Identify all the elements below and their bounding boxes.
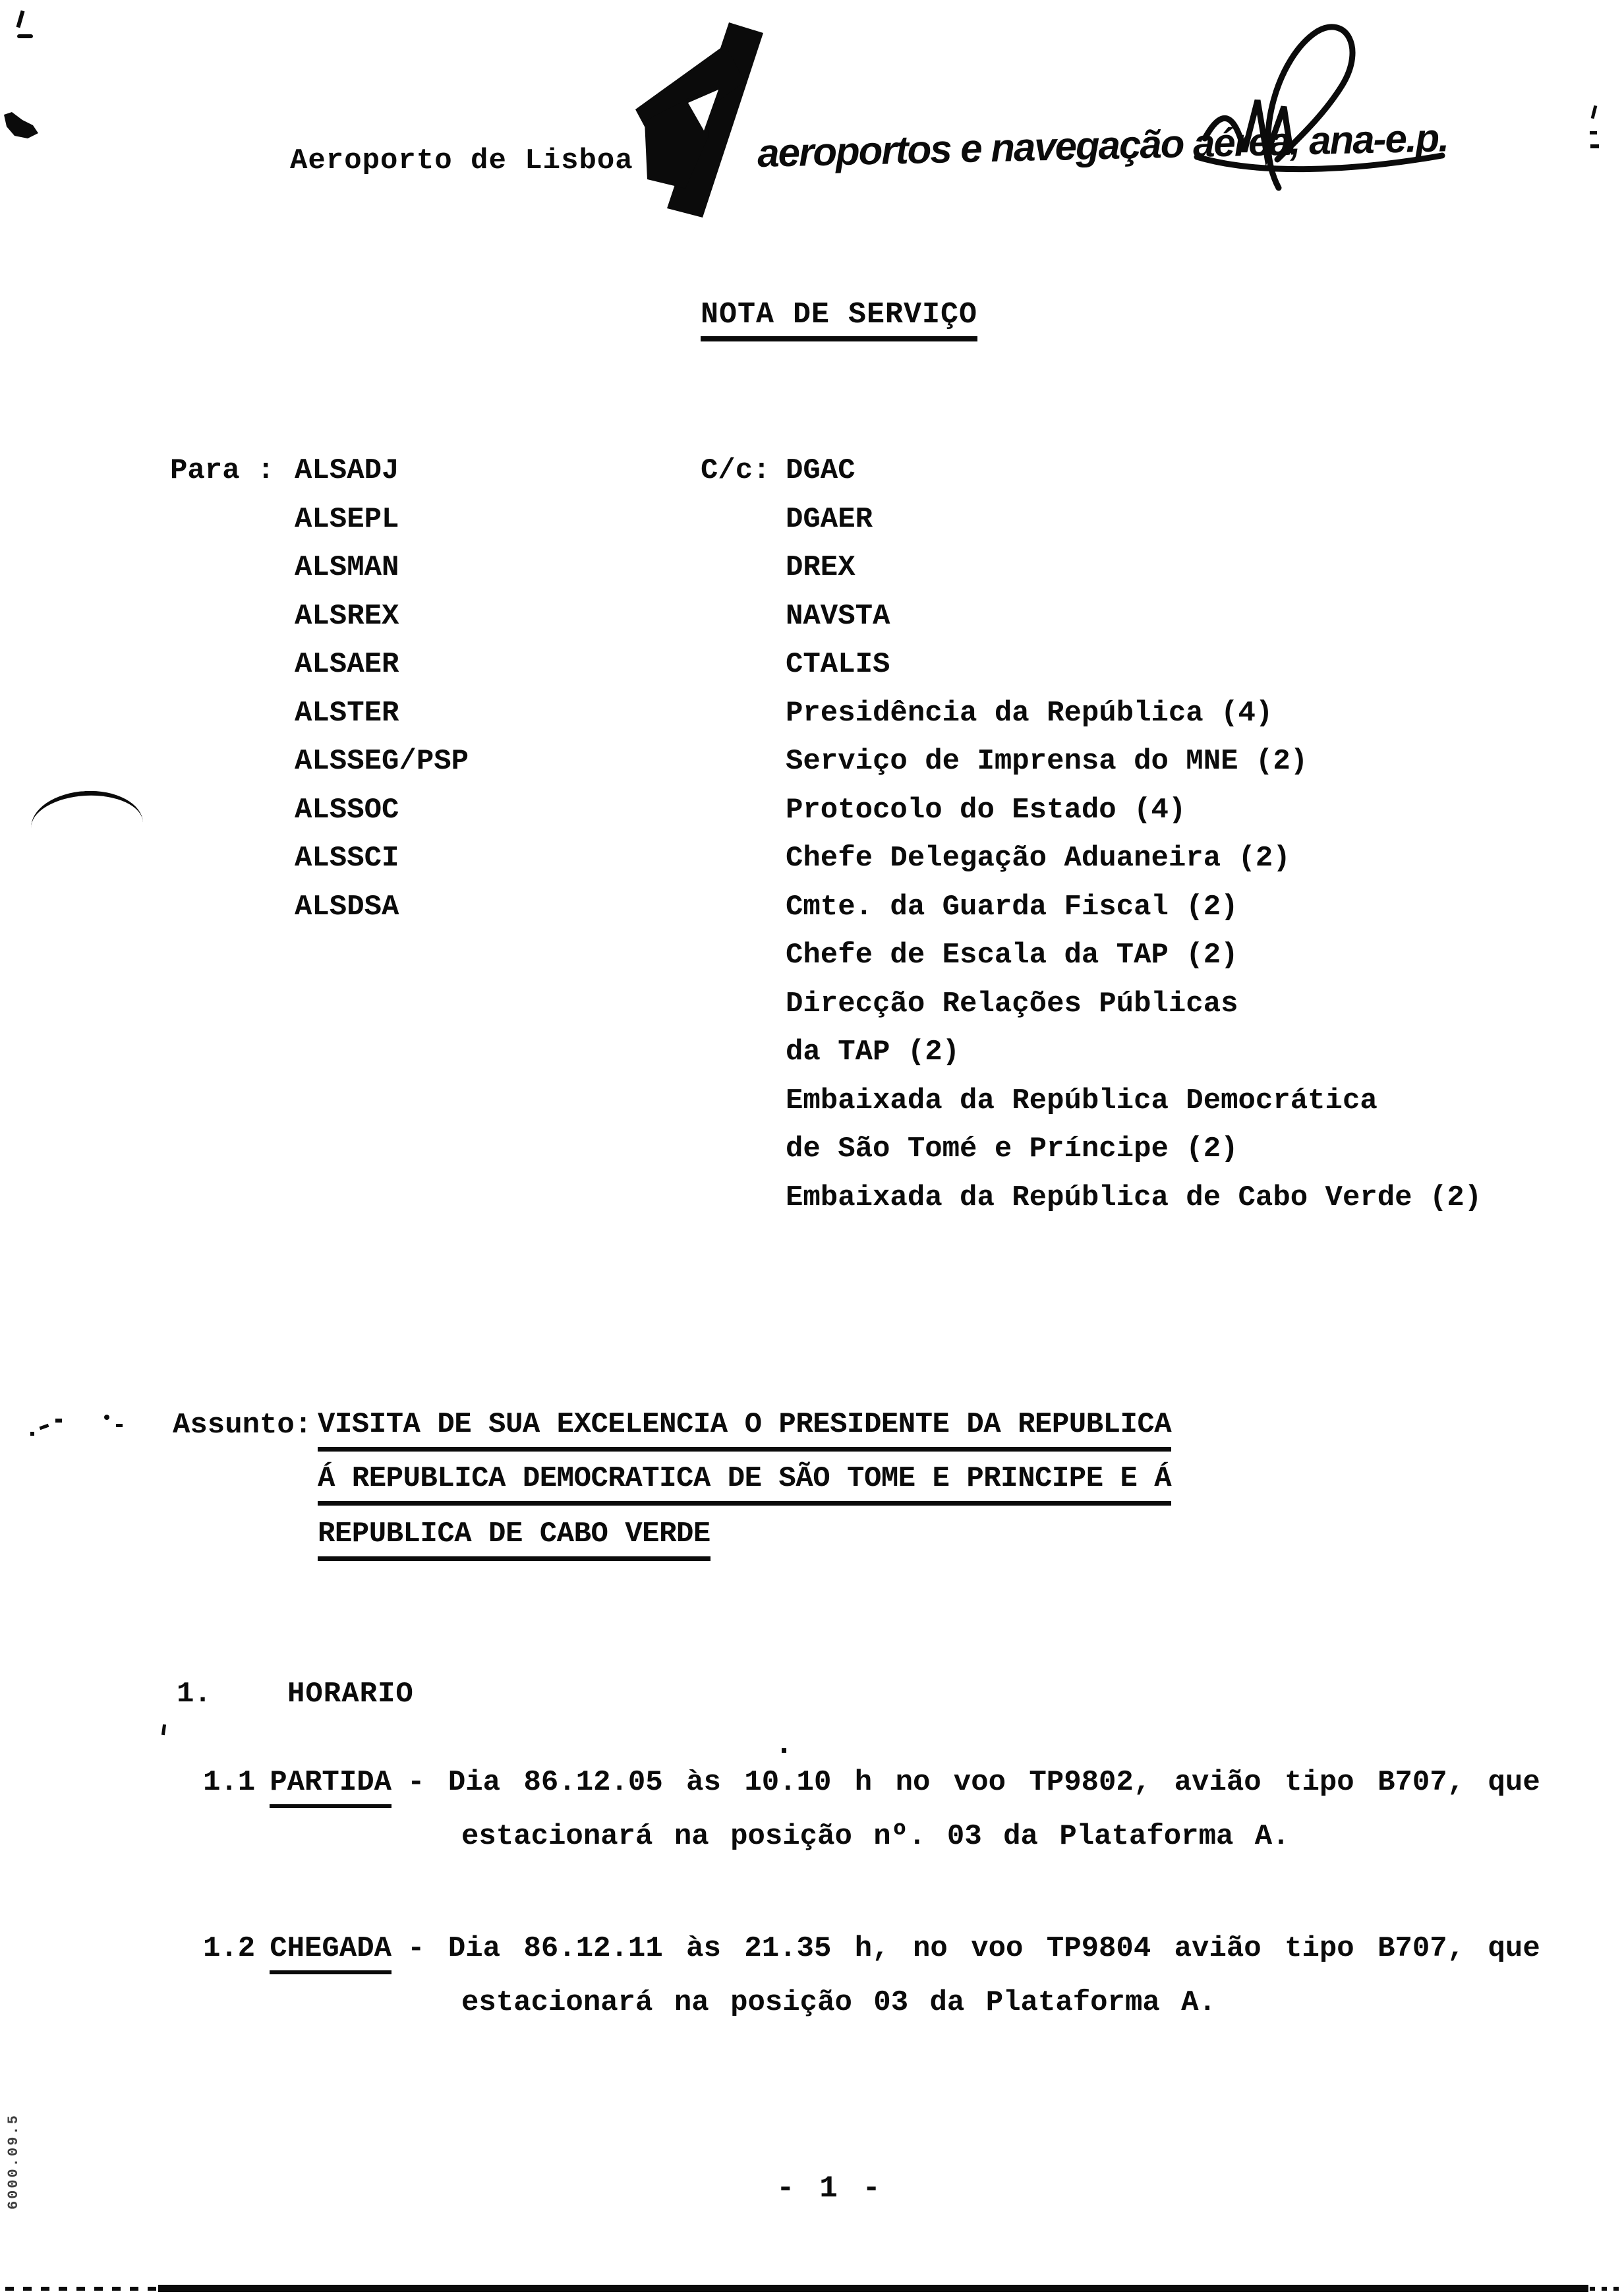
assunto-label: Assunto: — [173, 1409, 312, 1442]
scan-speck — [782, 1748, 786, 1753]
cc-item: Protocolo do Estado (4) — [786, 793, 1186, 827]
horario-item-2-line1 — [203, 1934, 1540, 1963]
scan-speck — [40, 1424, 49, 1430]
horario-item-1-line1 — [203, 1768, 1540, 1797]
item-term: CHEGADA — [270, 1932, 392, 1974]
cc-item: Direcção Relações Públicas — [786, 987, 1238, 1020]
cc-item: Cmte. da Guarda Fiscal (2) — [786, 890, 1238, 924]
para-item: ALSMAN — [295, 551, 399, 584]
cc-item: Chefe de Escala da TAP (2) — [786, 939, 1238, 972]
page-number: - 1 - — [776, 2171, 881, 2206]
scan-speck — [116, 1424, 123, 1427]
scan-speck — [16, 11, 25, 28]
para-item: ALSSCI — [295, 842, 399, 875]
cc-list — [786, 456, 1482, 1231]
para-item: ALSSOC — [295, 793, 399, 827]
section-heading: HORARIO — [287, 1678, 414, 1711]
para-item: ALSAER — [295, 648, 399, 681]
scan-speck — [17, 34, 33, 38]
scan-speck — [104, 1415, 109, 1420]
para-label: Para : — [170, 454, 275, 487]
scan-speck — [1590, 144, 1599, 148]
cc-item: DGAER — [786, 502, 873, 536]
cc-item: de São Tomé e Príncipe (2) — [786, 1132, 1238, 1165]
signature-scribble — [1173, 20, 1457, 198]
section-number: 1. — [177, 1678, 212, 1711]
scan-speck — [55, 1419, 62, 1423]
cc-item: Embaixada da República de Cabo Verde (2) — [786, 1181, 1482, 1214]
item-number: 1.2 — [203, 1932, 256, 1965]
pen-arc-mark — [30, 788, 144, 833]
para-item: ALSSEG/PSP — [295, 745, 469, 778]
item-text: - Dia 86.12.11 às 21.35 h, no voo TP9804 avião tipo B707, que — [407, 1932, 1540, 1965]
item-text: - Dia 86.12.05 às 10.10 h no voo TP9802, avião tipo B707, que — [407, 1766, 1540, 1799]
scan-speck — [30, 1432, 34, 1436]
horario-item-1-line2: estacionará na posição nº. 03 da Plataforma A. — [461, 1820, 1290, 1853]
para-item: ALSEPL — [295, 502, 399, 536]
ana-logo-icon — [625, 22, 782, 219]
cc-item: CTALIS — [786, 648, 890, 681]
scan-edge-bar — [158, 2285, 1588, 2292]
cc-item: NAVSTA — [786, 599, 890, 633]
para-item: ALSTER — [295, 696, 399, 730]
para-item: ALSADJ — [295, 454, 399, 487]
ink-blot — [3, 111, 41, 140]
cc-item: DGAC — [786, 454, 856, 487]
scan-speck — [161, 1724, 166, 1736]
para-item: ALSREX — [295, 599, 399, 633]
cc-item: Serviço de Imprensa do MNE (2) — [786, 745, 1308, 778]
para-item: ALSDSA — [295, 890, 399, 924]
assunto-line: VISITA DE SUA EXCELENCIA O PRESIDENTE DA REPUBLICA — [318, 1408, 1171, 1452]
cc-item: DREX — [786, 551, 856, 584]
para-list — [295, 456, 469, 941]
cc-item: Chefe Delegação Aduaneira (2) — [786, 842, 1290, 875]
cc-label: C/c: — [701, 454, 770, 487]
scan-speck — [1591, 105, 1598, 119]
ana-logo-wordmark: aeroportos e navegação aérea, ana-e.p. — [757, 115, 1449, 176]
cc-item: da TAP (2) — [786, 1036, 960, 1069]
cc-item: Presidência da República (4) — [786, 696, 1273, 730]
item-number: 1.1 — [203, 1766, 256, 1799]
form-code-vertical: 6000.09.5 — [5, 2113, 22, 2210]
scan-speck — [1590, 131, 1597, 134]
item-term: PARTIDA — [270, 1766, 392, 1808]
org-location-label: Aeroporto de Lisboa — [290, 144, 633, 177]
horario-item-2-line2: estacionará na posição 03 da Plataforma A. — [461, 1986, 1216, 2019]
assunto-line: REPUBLICA DE CABO VERDE — [318, 1517, 710, 1561]
scan-edge-bar-right — [1590, 2287, 1621, 2291]
cc-item: Embaixada da República Democrática — [786, 1084, 1378, 1117]
assunto-line: Á REPUBLICA DEMOCRATICA DE SÃO TOME E PRINCIPE E Á — [318, 1462, 1171, 1506]
scan-edge-bar-left — [5, 2287, 158, 2291]
document-title: NOTA DE SERVIÇO — [701, 298, 977, 341]
